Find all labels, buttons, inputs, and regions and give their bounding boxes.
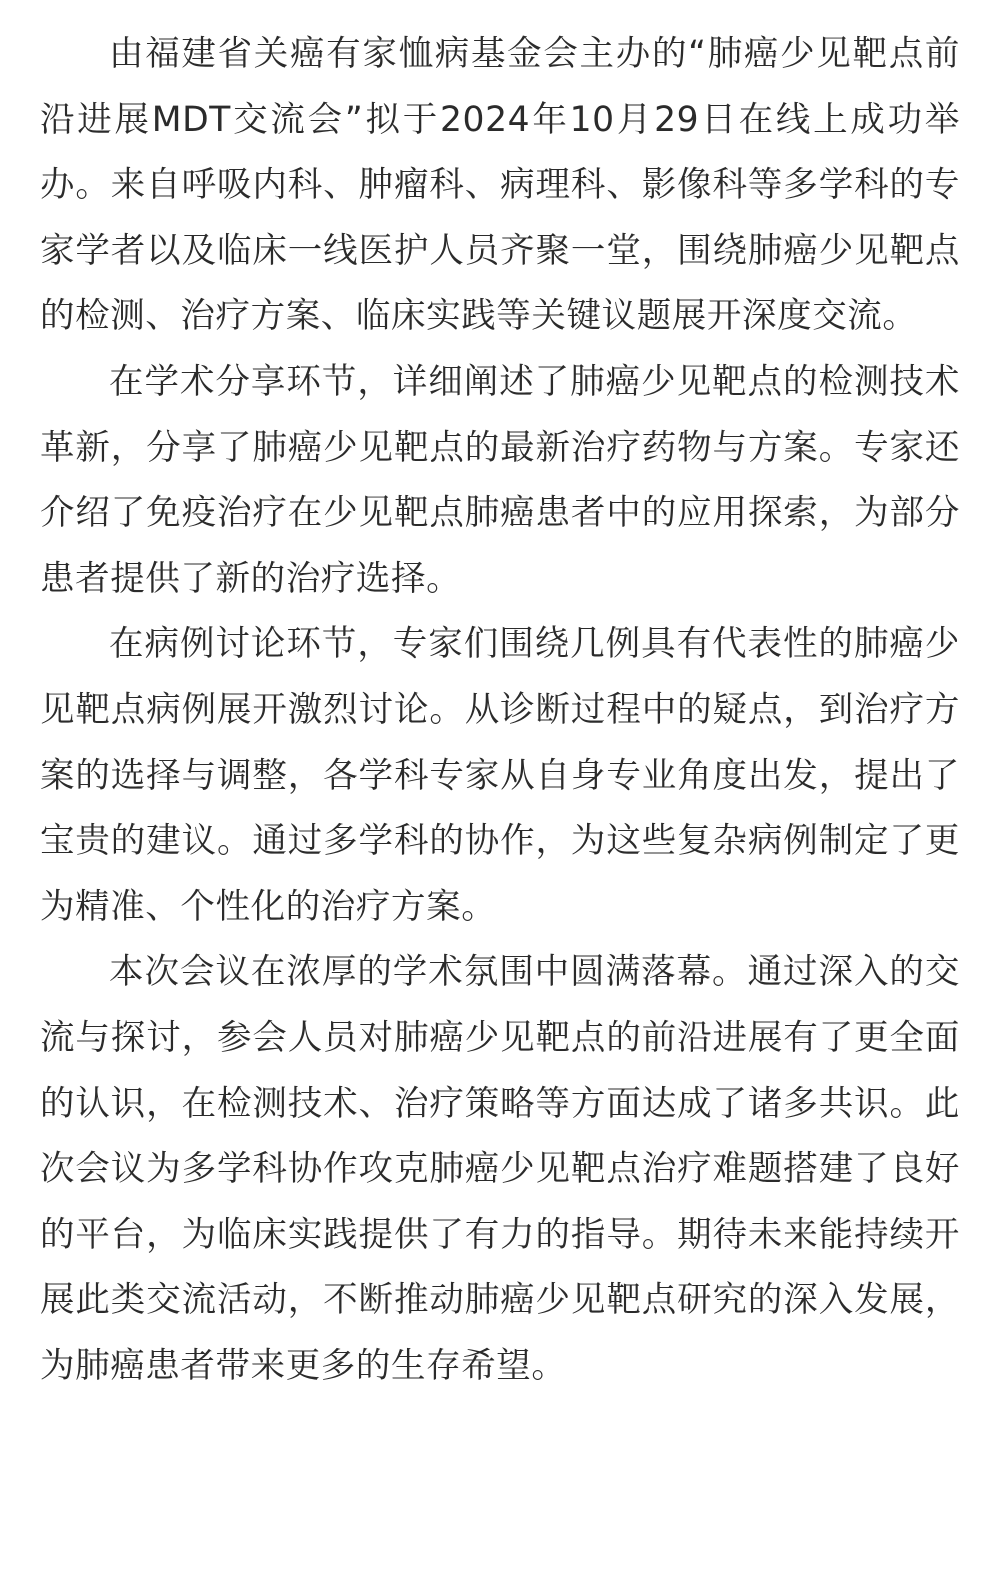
paragraph-conclusion: 本次会议在浓厚的学术氛围中圆满落幕。通过深入的交流与探讨，参会人员对肺癌少见靶点的前沿进展有了更全面的认识，在检测技术、治疗策略等方面达成了诸多共识。此次会议为多学科协作攻克肺癌少见靶点治疗难题搭建了良好的平台，为临床实践提供了有力的指导。期待未来能持续开展此类交流活动，不断推动肺癌少见靶点研究的深入发展，为肺癌患者带来更多的生存希望。 <box>40 952 960 1386</box>
paragraph-academic-sharing: 在学术分享环节，详细阐述了肺癌少见靶点的检测技术革新，分享了肺癌少见靶点的最新治疗药物与方案。专家还介绍了免疫治疗在少见靶点肺癌患者中的应用探索，为部分患者提供了新的治疗选择。 <box>40 361 960 599</box>
paragraph-intro: 由福建省关癌有家恤病基金会主办的“肺癌少见靶点前沿进展MDT交流会”拟于2024年10月29日在线上成功举办。来自呼吸内科、肿瘤科、病理科、影像科等多学科的专家学者以及临床一线医护人员齐聚一堂，围绕肺癌少见靶点的检测、治疗方案、临床实践等关键议题展开深度交流。 <box>40 34 960 337</box>
paragraph-case-discussion: 在病例讨论环节，专家们围绕几例具有代表性的肺癌少见靶点病例展开激烈讨论。从诊断过程中的疑点，到治疗方案的选择与调整，各学科专家从自身专业角度出发，提出了宝贵的建议。通过多学科的协作，为这些复杂病例制定了更为精准、个性化的治疗方案。 <box>40 624 960 927</box>
